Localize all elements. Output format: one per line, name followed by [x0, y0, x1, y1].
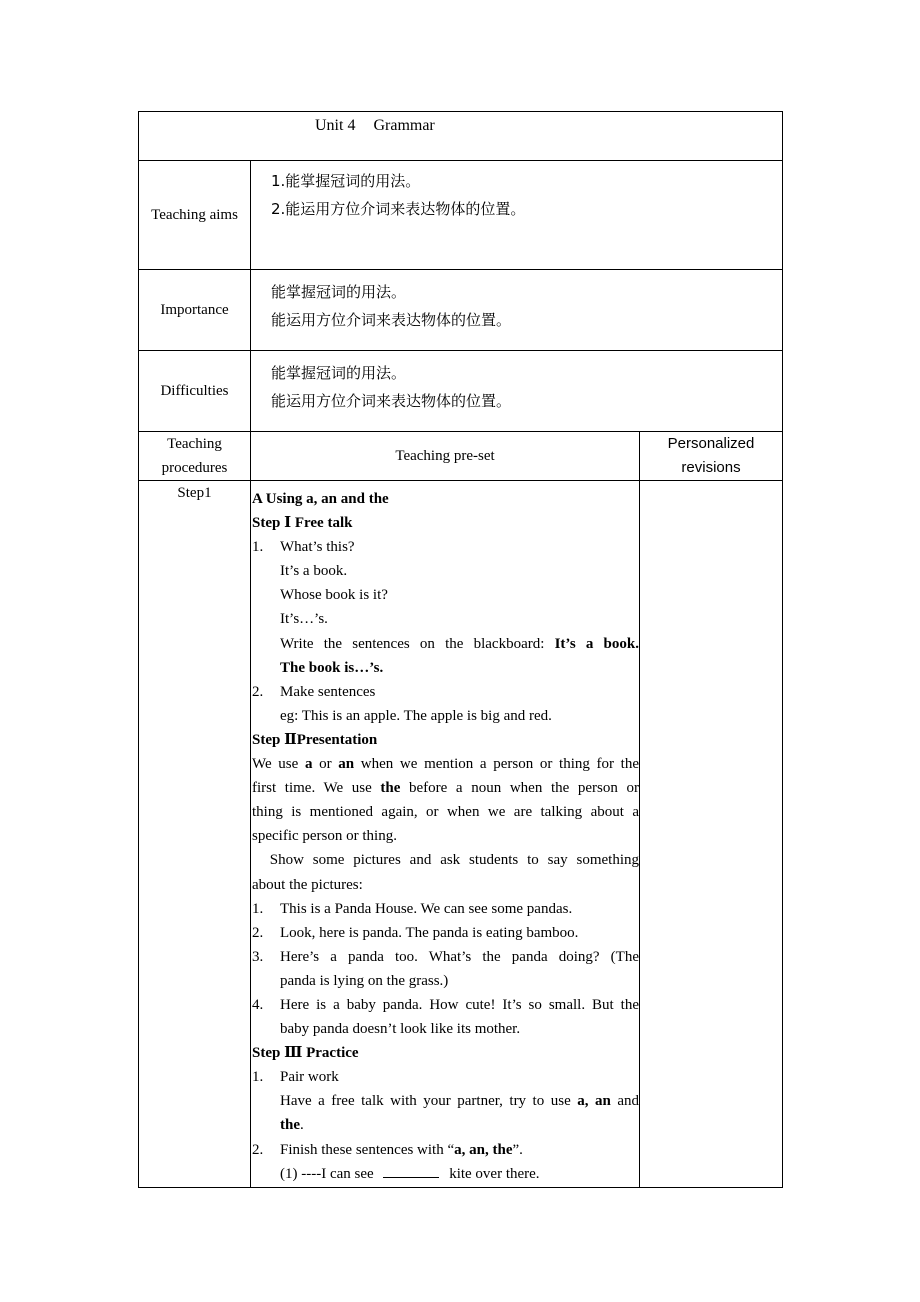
teaching-aims-label: Teaching aims — [139, 161, 251, 270]
presentation-line: about the pictures: — [252, 876, 363, 893]
revisions-header: Personalized revisions — [640, 432, 783, 481]
difficulties-content — [251, 351, 783, 432]
importance-item: 能掌握冠词的用法。 — [271, 283, 407, 301]
difficulty-item: 能运用方位介词来表达物体的位置。 — [271, 392, 512, 410]
revisions-content — [640, 481, 783, 1188]
step1-label: Step1 — [139, 481, 251, 1188]
list-item: 2. Make sentences eg: This is an apple. The apple is big and red. — [252, 683, 552, 724]
topic-label: Grammar — [373, 117, 435, 134]
answer-blank[interactable] — [383, 1163, 439, 1178]
preset-header: Teaching pre-set — [251, 432, 640, 481]
list-item: 1. What’s this? It’s a book. Whose book is it? It’s…’s. Write the sentences on the blackboard: It’s a book. The book is…’s. — [252, 539, 639, 676]
presentation-line: Show some pictures and ask students to say something — [252, 852, 639, 869]
presentation-line: We use a or an when we mention a person or thing for the — [252, 756, 640, 773]
teaching-aims-content — [251, 161, 783, 270]
list-item: 1. This is a Panda House. We can see some pandas. — [252, 900, 573, 917]
list-item: 2. Finish these sentences with “a, an, the”. (1) ----I can see kite over there. — [252, 1141, 540, 1182]
list-item: 4. Here is a baby panda. How cute! It’s so small. But the baby panda doesn’t look like its mother. — [252, 996, 639, 1038]
unit-label: Unit 4 — [315, 117, 356, 134]
list-item: 1. Pair work Have a free talk with your partner, try to use a, an and the. — [252, 1069, 639, 1134]
importance-label: Importance — [139, 270, 251, 351]
presentation-line: specific person or thing. — [252, 828, 397, 845]
difficulties-label: Difficulties — [139, 351, 251, 432]
list-item: 3. Here’s a panda too. What’s the panda doing? (The panda is lying on the grass.) — [252, 948, 639, 989]
procedures-header: Teaching procedures — [139, 432, 251, 481]
step1-content — [251, 481, 640, 1188]
list-item: 2. Look, here is panda. The panda is eating bamboo. — [252, 924, 579, 941]
step-one-heading: Step Ⅰ Free talk — [252, 515, 353, 532]
unit-title — [315, 117, 435, 135]
aim-item: 2.能运用方位介词来表达物体的位置。 — [271, 200, 526, 218]
presentation-line: thing is mentioned again, or when we are talking about a — [252, 804, 639, 821]
importance-item: 能运用方位介词来表达物体的位置。 — [271, 311, 512, 329]
aim-item: 1.能掌握冠词的用法。 — [271, 172, 421, 190]
presentation-line: first time. We use the before a noun when the person or — [252, 780, 639, 797]
step-two-heading: Step ⅡPresentation — [252, 731, 378, 748]
importance-content — [251, 270, 783, 351]
section-title: A Using a, an and the — [252, 491, 389, 507]
lesson-plan-table — [138, 111, 783, 1188]
title-cell — [139, 112, 783, 161]
step-three-heading: Step Ⅲ Practice — [252, 1045, 359, 1062]
difficulty-item: 能掌握冠词的用法。 — [271, 364, 407, 382]
